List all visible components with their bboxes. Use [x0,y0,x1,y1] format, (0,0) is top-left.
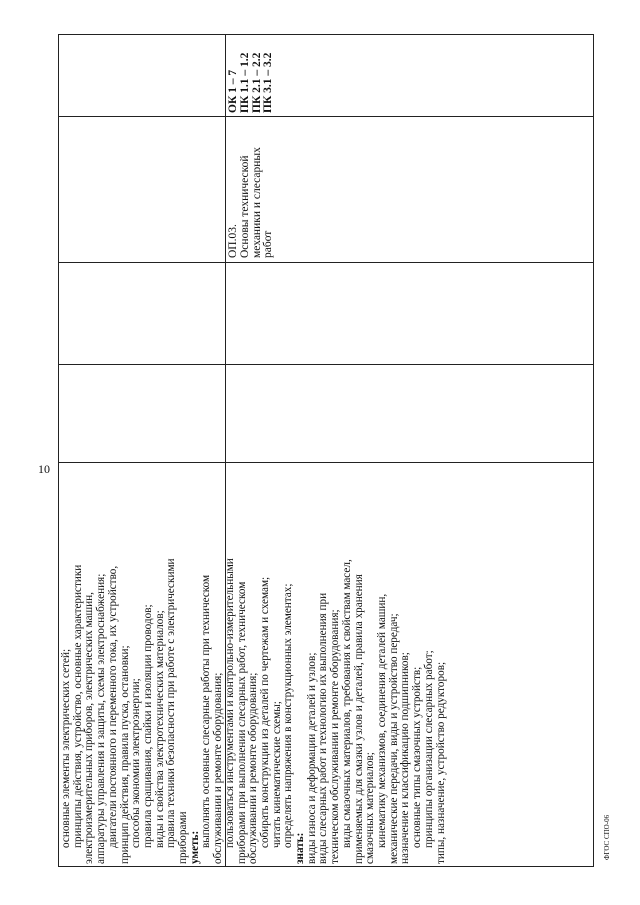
discipline-code: ОП.03. [227,224,239,258]
competency-code: ПК 2.1 – 2.2 [250,52,263,113]
text-line: приборами при выполнении слесарных работ, техническом [235,581,248,864]
table-border-left [58,34,59,867]
competency-code: ПК 1.1 – 1.2 [238,52,251,113]
page-number: 10 [38,462,50,476]
text-line: уметь: [188,830,201,864]
table-border-bottom [58,866,594,867]
text-line: собирать конструкции из деталей по чертежам и схемам; [258,576,271,848]
text-line: принцип действия, правила пуска, остановки; [118,645,131,864]
discipline-name-line: работ [262,230,275,258]
text-line: выполнять основные слесарные работы при техническом [200,574,213,848]
text-line: виды слесарных работ и технологию их выполнения при [317,592,330,864]
text-line: виды износа и деформации деталей и узлов; [305,652,318,864]
text-line: обслуживании и ремонте оборудования; [212,672,225,864]
text-line: смазочных материалов; [364,752,377,864]
text-line: двигатели постоянного и переменного тока, их устройство, [106,565,119,848]
text-line: основные типы смазочных устройств; [411,666,424,848]
footer-label: ФГОС СПО-06 [603,814,611,860]
text-line: принципы действия, устройство, основные характеристики [71,564,84,848]
competencies-cell [228,0,275,113]
text-line: электроизмерительных приборов, электрических машин, [83,592,96,864]
text-line: определять напряжения в конструкционных элементах; [282,583,295,848]
text-line: читать кинематические схемы; [270,701,283,848]
text-line: типы, назначение, устройство редукторов; [434,661,447,864]
text-line: техническом обслуживании и ремонте оборудования; [329,609,342,864]
text-line: механические передачи, виды и устройство передач; [387,613,400,864]
text-line: основные элементы электрических сетей; [60,648,72,848]
discipline-name-line: механики и слесарных [250,147,263,258]
text-line: правила сращивания, спайки и изоляции проводов; [141,604,154,848]
text-line: пользоваться инструментами и контрольно-измерительными [223,558,236,848]
text-line: способы экономии электроэнергии; [130,678,143,848]
text-line: приборами [177,811,190,864]
text-line: применяемых для смазки узлов и деталей, правила хранения [352,574,365,864]
text-line: правила техники безопасности при работе с электрическими [165,558,178,848]
text-line: принципы организации слесарных работ; [422,650,435,848]
text-line: знать: [294,832,307,864]
competency-code: ПК 3.1 – 3.2 [262,52,275,113]
text-line: кинематику механизмов, соединения деталей машин, [375,593,388,848]
competency-code: ОК 1 – 7 [227,69,239,113]
discipline-name-line: Основы технической [238,155,251,258]
text-line: виды смазочных материалов, требования к свойствам масел, [340,559,353,848]
text-line: обслуживании и ремонте оборудования; [247,672,260,864]
text-line: назначение и классификацию подшипников; [399,652,412,864]
text-line: виды и свойства электротехнических материалов; [153,610,166,848]
table-border-right [593,34,594,867]
text-line: аппаратуры управления и защиты, схемы электроснабжения; [95,573,108,864]
